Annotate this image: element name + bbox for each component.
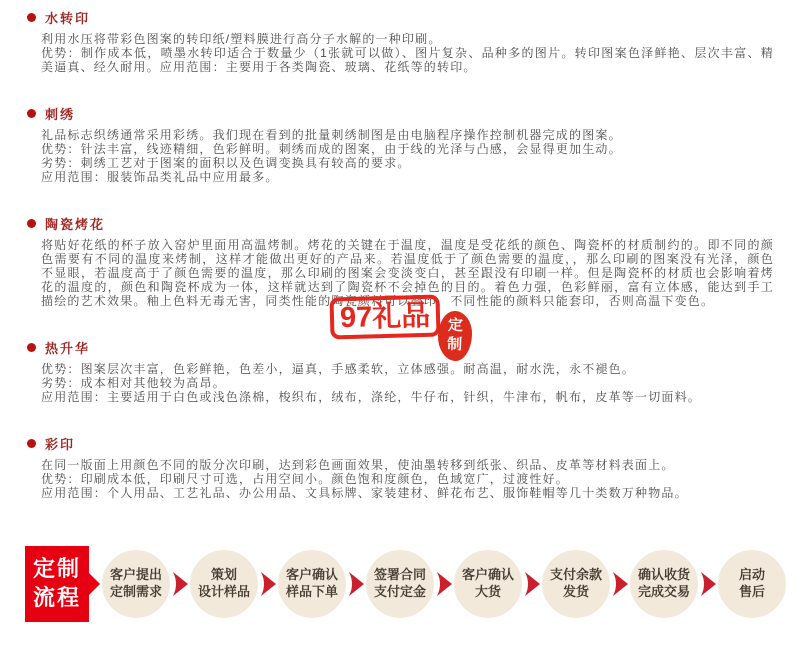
flow-step-line: 支付余款: [549, 567, 602, 583]
flow-step-4: [366, 550, 434, 618]
flow-step-line: 签署合同: [373, 567, 426, 583]
flow-step-line: 支付定金: [373, 584, 426, 599]
bullet-icon: [27, 439, 36, 448]
flow-arrow-icon: [260, 572, 276, 596]
flow-step-1: [102, 550, 170, 618]
section-body: [27, 362, 774, 404]
section-color-print: [27, 434, 774, 500]
section-title: 热升华: [45, 341, 91, 356]
section-thermal-sublimation: [27, 335, 774, 404]
section-body: [27, 458, 774, 500]
section-header: [27, 214, 774, 233]
section-embroidery: [27, 104, 774, 184]
flow-step-line: 客户确认: [285, 567, 338, 583]
flow-arrow-icon: [348, 572, 364, 596]
flow-step-line: 售后: [738, 584, 765, 599]
seal-char: 定: [447, 316, 464, 335]
flow-step-line: 策划: [210, 567, 237, 583]
bullet-icon: [27, 13, 36, 22]
flow-arrow-icon: [172, 572, 188, 596]
flow-arrow-icon: [612, 572, 628, 596]
flow-step-line: 发货: [562, 584, 589, 599]
section-water-transfer-print: [27, 8, 774, 74]
body-paragraph: 礼品标志织绣通常采用彩绣。我们现在看到的批量刺绣制图是由电脑程序操作控制机器完成的图案。: [41, 128, 622, 142]
watermark-logo: 97礼品: [329, 295, 440, 340]
section-header: [27, 434, 774, 453]
flow-title-badge: [25, 546, 89, 622]
section-body: [27, 32, 774, 74]
section-title: 刺绣: [45, 107, 76, 122]
body-paragraph: 应用范围：主要适用于白色或浅色涤棉，梭织布，绒布，涤纶，牛仔布，针织，牛津布，帆布，皮革等一切面料。: [41, 390, 702, 404]
flow-arrow-icon: [524, 572, 540, 596]
body-paragraph: 劣势：刺绣工艺对于图案的面积以及色调变换具有较高的要求。: [41, 156, 411, 170]
flow-step-line: 定制需求: [109, 584, 162, 599]
flow-step-7: [630, 550, 698, 618]
flow-step-8: [718, 550, 786, 618]
flow-step-line: 设计样品: [197, 584, 250, 599]
section-title: 彩印: [45, 437, 76, 452]
flow-step-3: [278, 550, 346, 618]
custom-process-flow: [25, 546, 786, 622]
section-ceramic-baking: [27, 214, 774, 308]
flow-step-2: [190, 550, 258, 618]
section-title: 水转印: [45, 11, 91, 26]
section-header: [27, 335, 774, 357]
flow-step-5: [454, 550, 522, 618]
flow-step-line: 客户提出: [109, 567, 162, 583]
flow-title-line: 流程: [32, 585, 81, 610]
section-header: [27, 104, 774, 123]
section-body: [27, 128, 774, 184]
body-paragraph: 优势：针法丰富，线迹精细，色彩鲜明。刺绣而成的图案，由于线的光泽与凸感，会显得更加生动。: [41, 142, 622, 156]
body-paragraph: 应用范围：服装饰品类礼品中应用最多。: [41, 170, 279, 184]
body-paragraph: 应用范围：个人用品、工艺礼品、办公用品、文具标牌、家装建材、鲜花布艺、服饰鞋帽等几十类数万种物品。: [41, 486, 688, 500]
flow-arrow-icon: [436, 572, 452, 596]
section-title: 陶瓷烤花: [45, 217, 106, 232]
flow-title-line: 定制: [32, 556, 81, 582]
body-paragraph: 利用水压将带彩色图案的转印纸/塑料膜进行高分子水解的一种印刷。: [41, 32, 442, 46]
flow-step-6: [542, 550, 610, 618]
flow-step-line: 完成交易: [637, 584, 690, 599]
flow-step-line: 确认收货: [637, 567, 690, 583]
section-header: [27, 8, 774, 27]
flow-step-line: 大货: [474, 584, 501, 599]
body-paragraph: 在同一版面上用颜色不同的版分次印刷，达到彩色画面效果，使油墨转移到纸张、织品、皮革等材料表面上。: [41, 458, 675, 472]
body-paragraph: 将贴好花纸的杯子放入窑炉里面用高温烤制。烤花的关键在于温度，温度是受花纸的颜色、陶瓷杯的材质制约的。即不同的颜色需要有不同的温度来烤制，这样才能做出更好的产品来。若温度低于了颜色需要的温度，，那么印刷的图案没有光泽，颜色不显眼，若温度高于了颜色需要的温度，那么印刷的图案会变淡变白，甚至跟没有印刷一样。但是陶瓷杯的材质也会影响着烤花的温度的，颜色和陶瓷杯成为一体，这样就达到了陶瓷杯不会掉色的目的。着色力强，色彩鲜丽，富有立体感，能达到手工描绘的艺术效果。釉上色料无毒无害，同类性能的陶瓷颜料可以叠印，不同性能的颜料只能套印，否则高温下变色。: [41, 238, 774, 308]
bullet-icon: [27, 109, 36, 118]
body-paragraph: 劣势：成本相对其他较为高昂。: [41, 376, 226, 390]
flow-step-line: 客户确认: [461, 567, 514, 583]
bullet-icon: [27, 343, 36, 352]
body-paragraph: 优势：印刷成本低，印刷尺寸可选，占用空间小。颜色饱和度颜色，色域宽广，过渡性好。: [41, 472, 570, 486]
body-paragraph: 优势：图案层次丰富，色彩鲜艳，色差小，逼真，手感柔软，立体感强。耐高温，耐水洗，永不褪色。: [41, 362, 636, 376]
bullet-icon: [27, 219, 36, 228]
seal-char: 制: [446, 335, 463, 354]
flow-arrow-icon: [700, 572, 716, 596]
flow-step-line: 启动: [738, 567, 765, 583]
process-descriptions: [27, 8, 774, 530]
body-paragraph: 优势：制作成本低，喷墨水转印适合于数量少（1张就可以做）、图片复杂、品种多的图片。转印图案色泽鲜艳、层次丰富、精美逼真、经久耐用。应用范围：主要用于各类陶瓷、玻璃、花纸等的转印。: [41, 46, 774, 74]
flow-step-line: 样品下单: [285, 584, 338, 599]
